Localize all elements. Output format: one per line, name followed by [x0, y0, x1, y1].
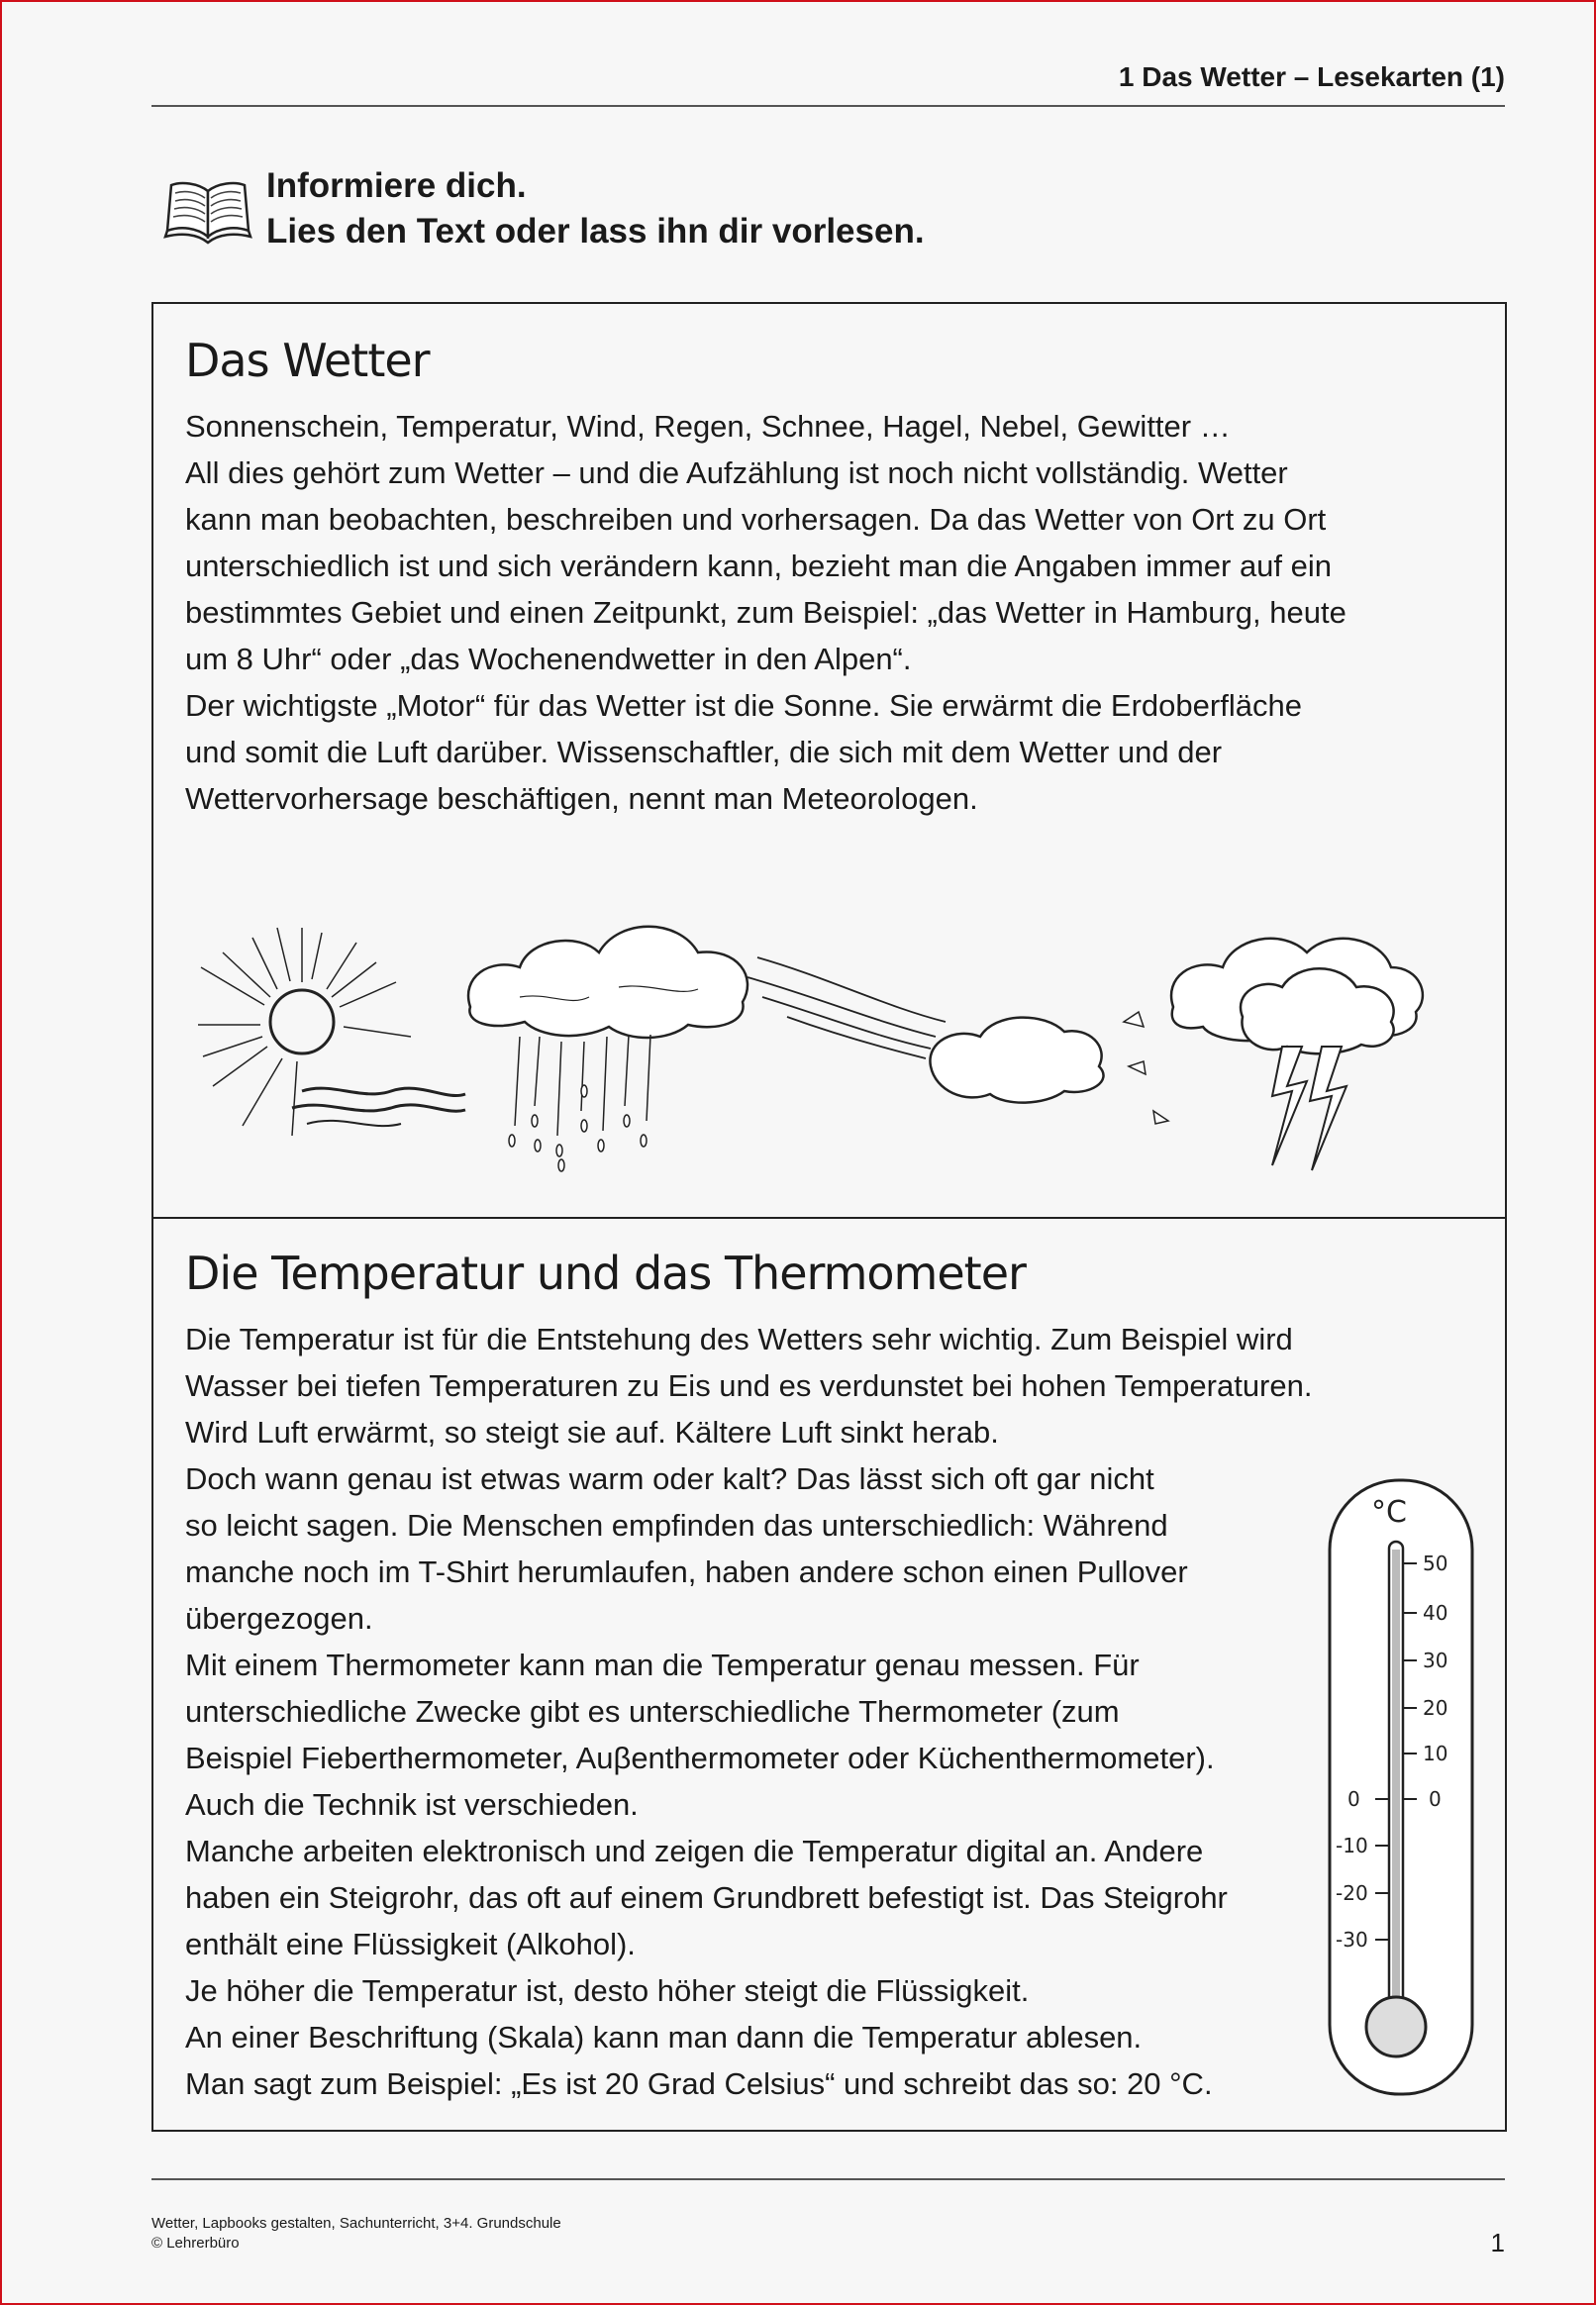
scale-label-0-left: 0 [1347, 1787, 1360, 1811]
scale-label-minus-20: -20 [1336, 1881, 1368, 1905]
footer-line-1: Wetter, Lapbooks gestalten, Sachunterricht, 3+4. Grundschule [151, 2215, 561, 2232]
reading-card-box [151, 302, 1507, 2132]
scale-label-10: 10 [1423, 1742, 1448, 1765]
page-header-title: 1 Das Wetter – Lesekarten (1) [1118, 61, 1505, 92]
scale-label-30: 30 [1423, 1649, 1448, 1672]
thermometer-illustration [1322, 1472, 1480, 2106]
weather-illustration [193, 898, 1480, 1185]
scale-label-50: 50 [1423, 1552, 1448, 1575]
intro-instruction [163, 163, 925, 254]
section-text-temperatur: Die Temperatur ist für die Entstehung des Wetters sehr wichtig. Zum Beispiel wird Wasser bei tiefen Temperaturen zu Eis und es verdunstet bei hohen Temperaturen. Wird Luft erwärmt, so steigt sie auf. Kältere Luft sinkt herab. Doch wann genau ist etwas warm oder kalt? Das lässt sich oft gar nicht so leicht sagen. Die Menschen empfinden das unterschiedlich: Während manche noch im T-Shirt herumlaufen, haben andere schon einen Pullover übergezogen. Mit einem Thermometer kann man die Temperatur genau messen. Für unterschiedliche Zwecke gibt es unterschiedliche Thermometer (zum Beispiel Fieberthermometer, Auβenthermometer oder Küchenthermometer). Auch die Technik ist verschieden. Manche arbeiten elektronisch und zeigen die Temperatur digital an. Andere haben ein Steigrohr, das oft auf einem Grundbrett befestigt ist. Das Steigrohr enthält eine Flüssigkeit (Alkohol). Je höher die Temperatur ist, desto höher steigt die Flüssigkeit. An einer Beschriftung (Skala) kann man dann die Temperatur ablesen. Man sagt zum Beispiel: „Es ist 20 Grad Celsius“ und schreibt das so: 20 °C. [185, 1322, 1313, 2101]
open-book-icon [163, 171, 252, 246]
section-title-temperatur: Die Temperatur und das Thermometer [185, 1247, 1026, 1300]
thunderstorm-icon [1171, 939, 1423, 1170]
intro-line-2: Lies den Text oder lass ihn dir vorlesen. [266, 212, 925, 251]
scale-label-minus-10: -10 [1336, 1834, 1368, 1857]
page-number: 1 [1490, 2228, 1505, 2257]
footer-rule [151, 2178, 1505, 2180]
scale-label-20: 20 [1423, 1696, 1448, 1720]
footer-line-2: © Lehrerbüro [151, 2235, 240, 2252]
intro-line-1: Informiere dich. [266, 166, 527, 205]
sun-icon [198, 928, 465, 1136]
scale-label-minus-30: -30 [1336, 1928, 1368, 1952]
footer-credits [151, 2214, 561, 2254]
wind-icon [748, 957, 1201, 1124]
rain-cloud-icon [468, 927, 748, 1171]
section-text-wetter: Sonnenschein, Temperatur, Wind, Regen, Schnee, Hagel, Nebel, Gewitter … All dies gehört zum Wetter – und die Aufzählung ist noch nicht vollständig. Wetter kann man beobachten, beschreiben und vorhersagen. Da das Wetter von Ort zu Ort unterschiedlich ist und sich verändern kann, bezieht man die Angaben immer auf ein bestimmtes Gebiet und einen Zeitpunkt, zum Beispiel: „das Wetter in Hamburg, heute um 8 Uhr“ oder „das Wochenendwetter in den Alpen“. Der wichtigste „Motor“ für das Wetter ist die Sonne. Sie erwärmt die Erdoberfläche und somit die Luft darüber. Wissenschaftler, die sich mit dem Wetter und der Wettervorhersage beschäftigen, nennt man Meteorologen. [185, 409, 1347, 816]
section-divider [153, 1217, 1505, 1219]
scale-label-0-right: 0 [1429, 1787, 1442, 1811]
scale-label-40: 40 [1423, 1601, 1448, 1625]
header-rule [151, 105, 1505, 107]
section-title-wetter: Das Wetter [185, 334, 430, 387]
thermometer-unit: °C [1371, 1495, 1407, 1530]
